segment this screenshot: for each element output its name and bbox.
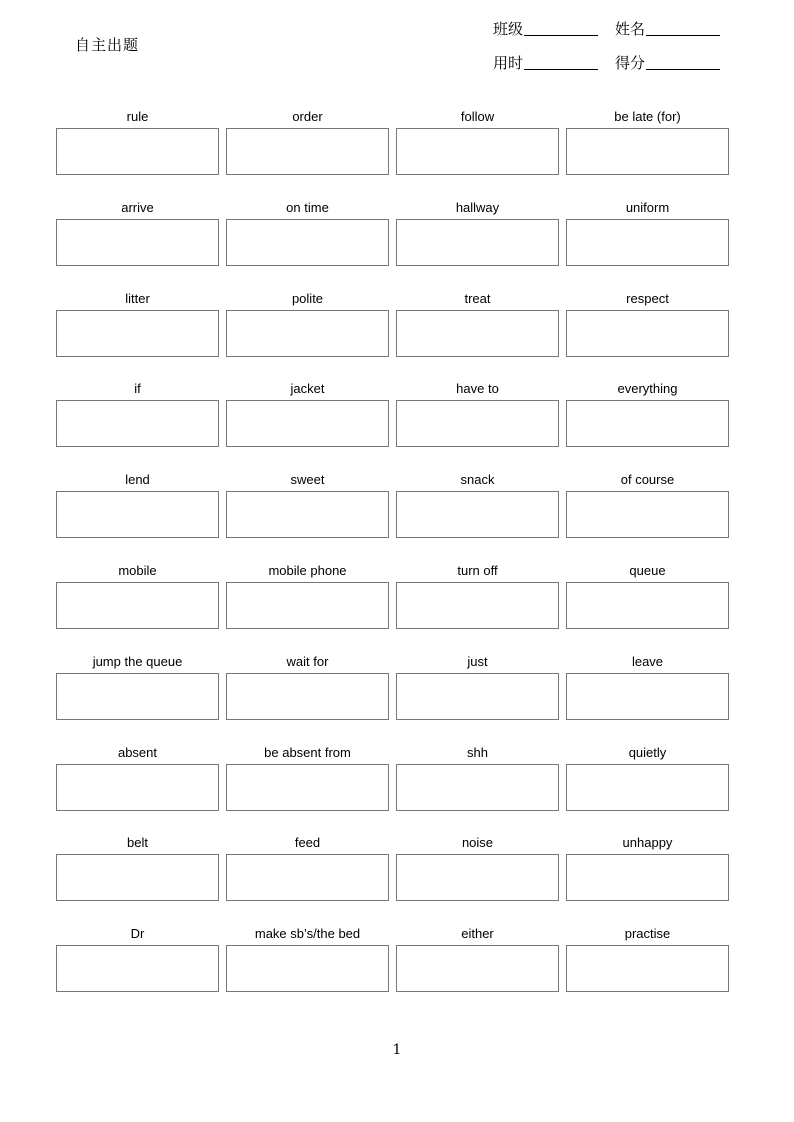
word-item — [396, 107, 559, 198]
word-label: jacket — [290, 381, 325, 397]
answer-box[interactable] — [226, 854, 389, 901]
word-item — [396, 198, 559, 289]
name-blank[interactable] — [646, 35, 720, 36]
word-item — [226, 289, 389, 380]
answer-box[interactable] — [226, 400, 389, 447]
answer-box[interactable] — [56, 945, 219, 992]
word-item — [56, 379, 219, 470]
word-label: have to — [456, 381, 499, 397]
time-label: 用时 — [493, 54, 524, 72]
answer-box[interactable] — [396, 764, 559, 811]
word-label: be absent from — [264, 744, 351, 760]
word-label: unhappy — [622, 835, 673, 851]
page-number: 1 — [392, 1042, 402, 1058]
word-item — [226, 470, 389, 561]
word-item — [56, 561, 219, 652]
word-label: hallway — [455, 199, 500, 215]
answer-box[interactable] — [566, 764, 729, 811]
word-item — [396, 561, 559, 652]
word-label: of course — [620, 472, 675, 488]
word-item — [396, 379, 559, 470]
answer-box[interactable] — [226, 491, 389, 538]
word-item — [566, 379, 729, 470]
score-label: 得分 — [615, 54, 646, 72]
word-item — [566, 198, 729, 289]
word-item — [226, 107, 389, 198]
word-label: turn off — [457, 562, 498, 578]
answer-box[interactable] — [566, 582, 729, 629]
word-label: noise — [461, 835, 494, 851]
word-label: uniform — [625, 199, 670, 215]
word-label: litter — [125, 290, 150, 306]
answer-box[interactable] — [226, 764, 389, 811]
answer-box[interactable] — [226, 310, 389, 357]
answer-box[interactable] — [396, 400, 559, 447]
word-label: respect — [626, 290, 669, 306]
word-label: sweet — [290, 472, 325, 488]
answer-box[interactable] — [56, 310, 219, 357]
word-label: absent — [117, 744, 158, 760]
word-item — [566, 470, 729, 561]
header-info-row-1 — [493, 18, 720, 39]
word-label: leave — [631, 653, 664, 669]
word-item — [226, 652, 389, 743]
word-item — [226, 833, 389, 924]
word-item — [566, 743, 729, 834]
word-label: lend — [125, 472, 150, 488]
answer-box[interactable] — [226, 582, 389, 629]
header-info-row-2 — [493, 52, 720, 73]
answer-box[interactable] — [396, 491, 559, 538]
answer-box[interactable] — [396, 219, 559, 266]
answer-box[interactable] — [396, 854, 559, 901]
answer-box[interactable] — [566, 491, 729, 538]
word-label: be late (for) — [614, 109, 681, 124]
answer-box[interactable] — [396, 582, 559, 629]
answer-box[interactable] — [226, 673, 389, 720]
word-label: make sb’s/the bed — [254, 926, 361, 942]
word-label: rule — [126, 109, 149, 124]
answer-box[interactable] — [56, 400, 219, 447]
word-item — [226, 924, 389, 1015]
word-label: jump the queue — [92, 653, 183, 669]
answer-box[interactable] — [56, 582, 219, 629]
answer-box[interactable] — [566, 673, 729, 720]
answer-box[interactable] — [56, 854, 219, 901]
answer-box[interactable] — [566, 128, 729, 175]
word-label: arrive — [121, 199, 154, 215]
answer-box[interactable] — [396, 673, 559, 720]
word-label: Dr — [130, 926, 145, 942]
word-label: if — [134, 381, 141, 397]
word-item — [396, 470, 559, 561]
word-item — [566, 107, 729, 198]
answer-box[interactable] — [396, 128, 559, 175]
word-item — [566, 652, 729, 743]
word-item — [56, 470, 219, 561]
word-label: polite — [291, 290, 324, 306]
score-field — [615, 52, 720, 73]
answer-box[interactable] — [566, 400, 729, 447]
word-item — [56, 198, 219, 289]
word-label: order — [292, 109, 323, 124]
time-field — [493, 52, 598, 73]
answer-box[interactable] — [566, 945, 729, 992]
name-label: 姓名 — [615, 20, 646, 38]
word-label: treat — [464, 290, 491, 306]
answer-box[interactable] — [56, 673, 219, 720]
answer-box[interactable] — [566, 219, 729, 266]
word-item — [566, 924, 729, 1015]
answer-box[interactable] — [56, 128, 219, 175]
word-item — [56, 743, 219, 834]
class-blank[interactable] — [524, 35, 598, 36]
answer-box[interactable] — [226, 219, 389, 266]
word-label: feed — [294, 835, 321, 851]
word-label: just — [467, 653, 488, 669]
word-item — [566, 561, 729, 652]
answer-box[interactable] — [396, 945, 559, 992]
answer-box[interactable] — [56, 219, 219, 266]
score-blank[interactable] — [646, 69, 720, 70]
word-label: follow — [460, 109, 495, 124]
class-field — [493, 18, 598, 39]
word-item — [56, 652, 219, 743]
answer-box[interactable] — [566, 854, 729, 901]
word-item — [566, 289, 729, 380]
word-item — [226, 743, 389, 834]
word-label: mobile phone — [268, 562, 347, 578]
word-item — [226, 379, 389, 470]
name-field — [615, 18, 720, 39]
answer-box[interactable] — [56, 491, 219, 538]
word-item — [56, 289, 219, 380]
worksheet-title: 自主出题 — [75, 36, 140, 54]
word-item — [56, 107, 219, 198]
word-label: mobile — [118, 562, 157, 578]
word-label: shh — [467, 744, 488, 760]
answer-box[interactable] — [226, 945, 389, 992]
word-item — [396, 743, 559, 834]
word-item — [396, 289, 559, 380]
answer-box[interactable] — [56, 764, 219, 811]
word-item — [566, 833, 729, 924]
word-item — [396, 833, 559, 924]
class-label: 班级 — [493, 20, 524, 38]
word-item — [396, 924, 559, 1015]
word-item — [226, 561, 389, 652]
word-label: quietly — [628, 744, 667, 760]
word-item — [396, 652, 559, 743]
word-label: wait for — [286, 653, 329, 669]
word-label: belt — [127, 835, 148, 851]
word-label: queue — [629, 562, 666, 578]
word-label: practise — [624, 926, 671, 942]
word-label: everything — [617, 381, 678, 397]
word-label: either — [461, 926, 494, 942]
time-blank[interactable] — [524, 69, 598, 70]
word-item — [226, 198, 389, 289]
word-label: snack — [460, 472, 495, 488]
word-item — [56, 833, 219, 924]
answer-box[interactable] — [396, 310, 559, 357]
word-label: on time — [286, 199, 329, 215]
vocabulary-grid — [56, 107, 730, 1015]
answer-box[interactable] — [226, 128, 389, 175]
word-item — [56, 924, 219, 1015]
answer-box[interactable] — [566, 310, 729, 357]
